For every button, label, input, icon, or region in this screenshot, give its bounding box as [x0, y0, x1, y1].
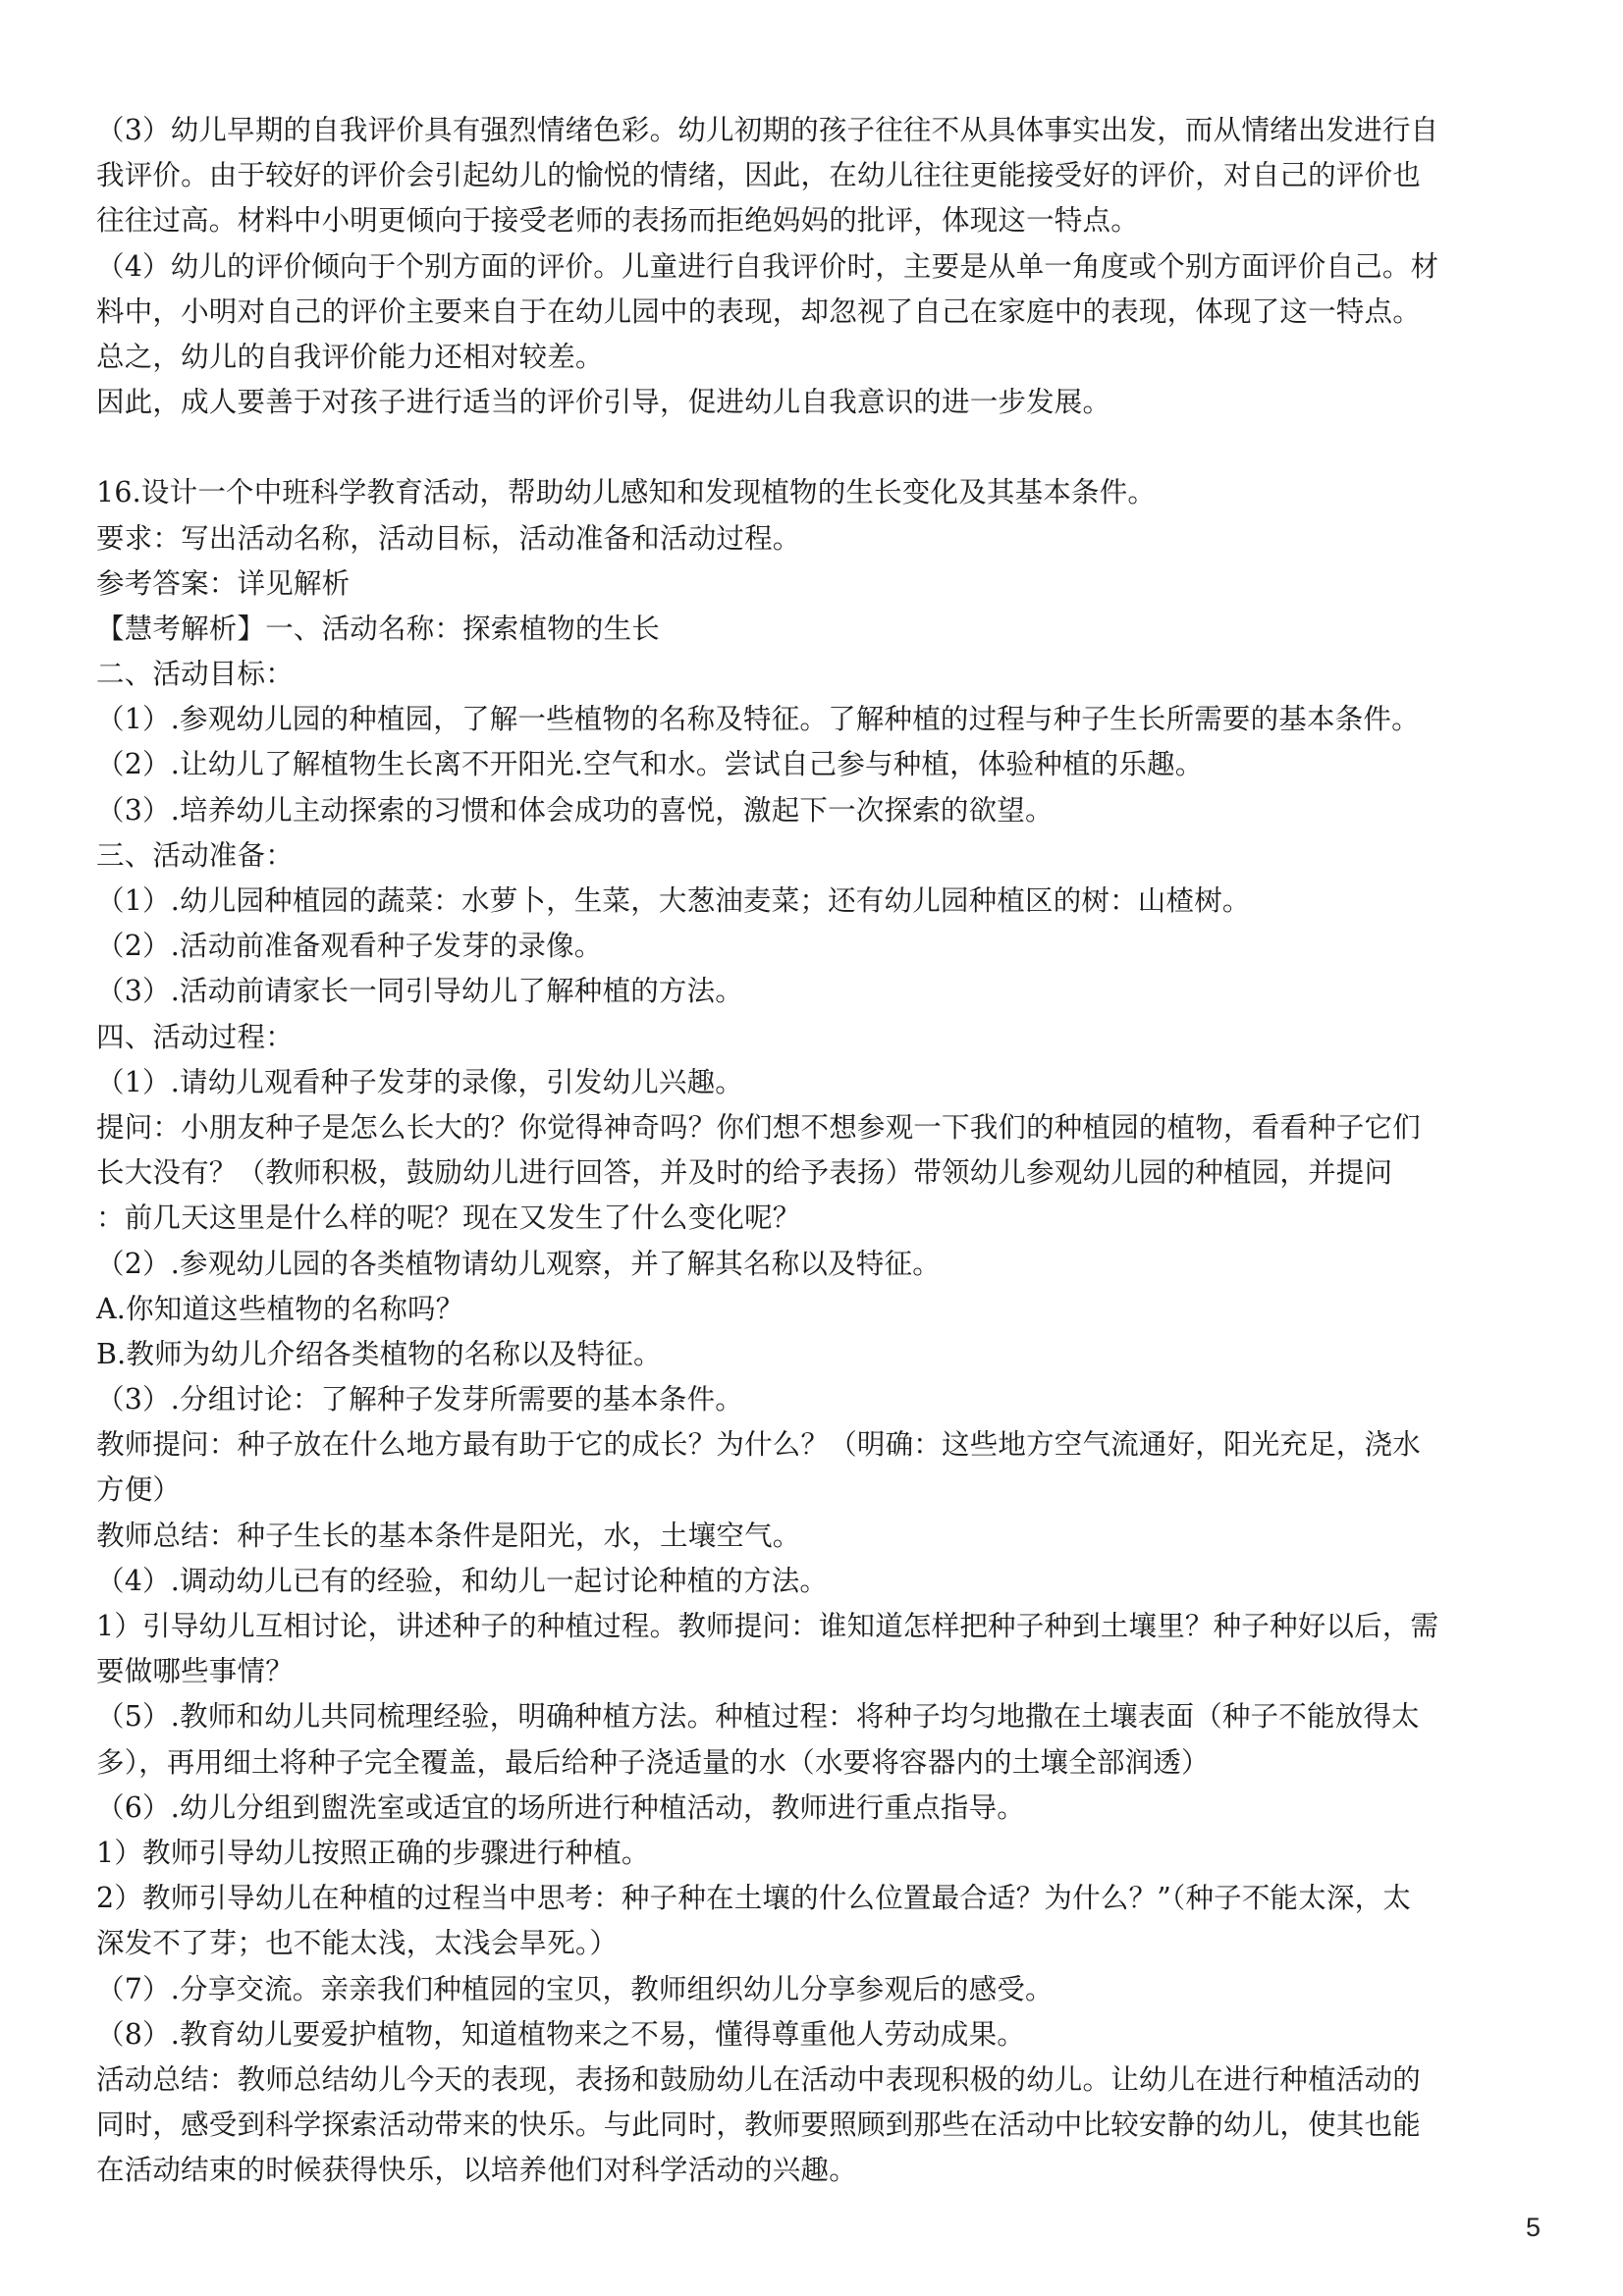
text-line: 三、活动准备：: [96, 838, 294, 872]
text-line: 因此，成人要善于对孩子进行适当的评价引导，促进幼儿自我意识的进一步发展。: [96, 386, 1111, 419]
text-line: 提问：小朋友种子是怎么长大的？你觉得神奇吗？你们想不想参观一下我们的种植园的植物，看看种子它们: [96, 1110, 1421, 1144]
text-line: 1）教师引导幼儿按照正确的步骤进行种植。: [96, 1836, 650, 1869]
text-line: （8）.教育幼儿要爱护植物，知道植物来之不易，懂得尊重他人劳动成果。: [96, 2017, 1025, 2051]
text-line: （3）.培养幼儿主动探索的习惯和体会成功的喜悦，激起下一次探索的欲望。: [96, 793, 1054, 827]
text-line: 在活动结束的时候获得快乐，以培养他们对科学活动的兴趣。: [96, 2154, 857, 2187]
text-line: （4）.调动幼儿已有的经验，和幼儿一起讨论种植的方法。: [96, 1564, 829, 1597]
text-line: 要做哪些事情？: [96, 1655, 294, 1688]
text-line: （2）.活动前准备观看种子发芽的录像。: [96, 930, 603, 963]
text-line: 【慧考解析】一、活动名称：探索植物的生长: [96, 612, 661, 645]
text-line: （1）.幼儿园种植园的蔬菜：水萝卜，生菜，大葱油麦菜；还有幼儿园种植区的树：山楂树。: [96, 884, 1251, 917]
text-line: （3）.分组讨论：了解种子发芽所需要的基本条件。: [96, 1383, 743, 1416]
text-line: ：前几天这里是什么样的呢？现在又发生了什么变化呢？: [96, 1201, 801, 1235]
text-line: 总之，幼儿的自我评价能力还相对较差。: [96, 340, 604, 373]
text-line: 我评价。由于较好的评价会引起幼儿的愉悦的情绪，因此，在幼儿往往更能接受好的评价，对自己的评价也: [96, 159, 1421, 192]
text-line: （6）.幼儿分组到盥洗室或适宜的场所进行种植活动，教师进行重点指导。: [96, 1790, 1025, 1824]
text-line: 1）引导幼儿互相讨论，讲述种子的种植过程。教师提问：谁知道怎样把种子种到土壤里？种子种好以后，需: [96, 1610, 1439, 1642]
text-line: B.教师为幼儿介绍各类植物的名称以及特征。: [96, 1337, 662, 1370]
text-line: 多），再用细土将种子完全覆盖，最后给种子浇适量的水（水要将容器内的土壤全部润透）: [96, 1745, 1210, 1779]
paragraph-gap: [96, 425, 1540, 470]
text-line: 参考答案：详见解析: [96, 566, 351, 600]
text-line: 二、活动目标：: [96, 658, 294, 691]
text-line: 要求：写出活动名称，活动目标，活动准备和活动过程。: [96, 521, 801, 555]
text-line: （7）.分享交流。亲亲我们种植园的宝贝，教师组织幼儿分享参观后的感受。: [96, 1972, 1054, 2005]
text-line: A.你知道这些植物的名称吗？: [96, 1292, 464, 1325]
text-line: 教师总结：种子生长的基本条件是阳光，水，土壤空气。: [96, 1519, 801, 1552]
text-line: （4）幼儿的评价倾向于个别方面的评价。儿童进行自我评价时，主要是从单一角度或个别方面评价自己。材: [96, 249, 1439, 283]
answer-continuation: [96, 108, 1540, 425]
question-16: [96, 470, 1540, 2193]
page-number: 5: [1526, 2213, 1542, 2242]
text-line: （1）.请幼儿观看种子发芽的录像，引发幼儿兴趣。: [96, 1065, 743, 1098]
text-line: 教师提问：种子放在什么地方最有助于它的成长？为什么？（明确：这些地方空气流通好，阳光充足，浇水: [96, 1428, 1421, 1462]
text-line: （3）.活动前请家长一同引导幼儿了解种植的方法。: [96, 975, 743, 1008]
text-line: 同时，感受到科学探索活动带来的快乐。与此同时，教师要照顾到那些在活动中比较安静的幼儿，使其也能: [96, 2109, 1421, 2142]
text-line: 16.设计一个中班科学教育活动，帮助幼儿感知和发现植物的生长变化及其基本条件。: [96, 476, 1157, 509]
text-line: 往往过高。材料中小明更倾向于接受老师的表扬而拒绝妈妈的批评，体现这一特点。: [96, 204, 1139, 238]
text-line: 深发不了芽；也不能太浅，太浅会旱死。）: [96, 1927, 619, 1960]
text-line: （3）幼儿早期的自我评价具有强烈情绪色彩。幼儿初期的孩子往往不从具体事实出发，而从情绪出发进行自: [96, 114, 1439, 146]
text-line: 四、活动过程：: [96, 1020, 294, 1053]
text-line: （2）.参观幼儿园的各类植物请幼儿观察，并了解其名称以及特征。: [96, 1247, 941, 1280]
document-body: [96, 108, 1540, 2193]
text-line: 料中，小明对自己的评价主要来自于在幼儿园中的表现，却忽视了自己在家庭中的表现，体现了这一特点。: [96, 294, 1421, 328]
text-line: 2）教师引导幼儿在种植的过程当中思考：种子种在土壤的什么位置最合适？为什么？”（种子不能太深，太: [96, 1882, 1412, 1915]
text-line: （5）.教师和幼儿共同梳理经验，明确种植方法。种植过程：将种子均匀地撒在土壤表面（种子不能放得太: [96, 1700, 1420, 1734]
text-line: 方便）: [96, 1473, 182, 1507]
text-line: （2）.让幼儿了解植物生长离不开阳光.空气和水。尝试自己参与种植，体验种植的乐趣。: [96, 748, 1204, 781]
text-line: 活动总结：教师总结幼儿今天的表现，表扬和鼓励幼儿在活动中表现积极的幼儿。让幼儿在进行种植活动的: [96, 2062, 1421, 2096]
text-line: 长大没有？（教师积极，鼓励幼儿进行回答，并及时的给予表扬）带领幼儿参观幼儿园的种植园，并提问: [96, 1156, 1393, 1190]
text-line: （1）.参观幼儿园的种植园，了解一些植物的名称及特征。了解种植的过程与种子生长所需要的基本条件。: [96, 703, 1420, 736]
